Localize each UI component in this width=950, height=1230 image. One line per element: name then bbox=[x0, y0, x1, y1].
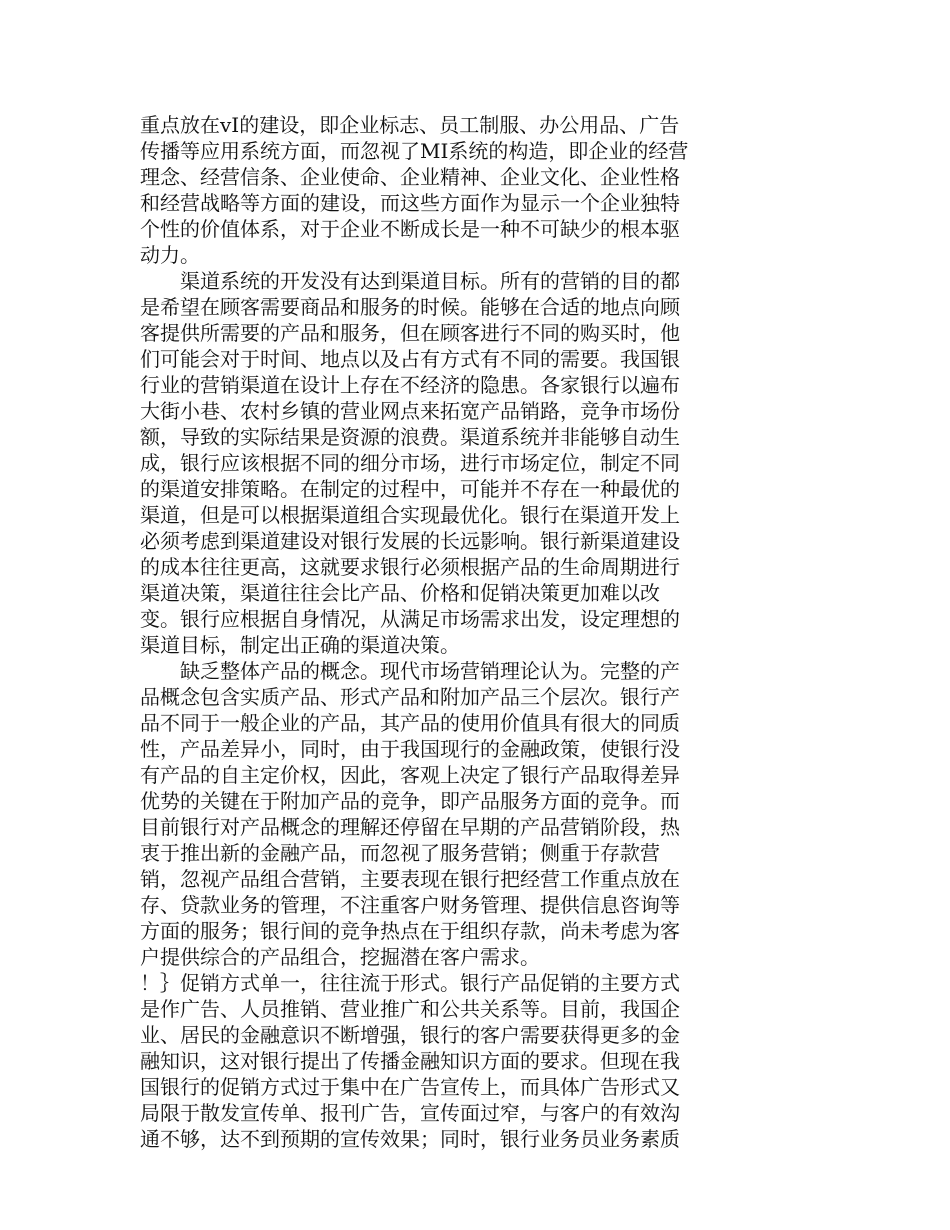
text-line: 是希望在顾客需要商品和服务的时候。能够在合适的地点向顾 bbox=[140, 295, 680, 319]
document-page bbox=[140, 112, 740, 1152]
text-line: 渠道，但是可以根据渠道组合实现最优化。银行在渠道开发上 bbox=[140, 503, 680, 527]
text-line: 融知识，这对银行提出了传播金融知识方面的要求。但现在我 bbox=[140, 1049, 680, 1073]
text-line: 的成本往往更高，这就要求银行必须根据产品的生命周期进行 bbox=[140, 555, 680, 579]
text-line: 成，银行应该根据不同的细分市场，进行市场定位，制定不同 bbox=[140, 451, 680, 475]
text-line: 缺乏整体产品的概念。现代市场营销理论认为。完整的产 bbox=[140, 659, 680, 683]
text-line: 客提供所需要的产品和服务，但在顾客进行不同的购买时，他 bbox=[140, 321, 680, 345]
text-line: 理念、经营信条、企业使命、企业精神、企业文化、企业性格 bbox=[140, 165, 680, 189]
text-line: 重点放在vI的建设，即企业标志、员工制服、办公用品、广告 bbox=[140, 113, 680, 137]
text-line: 动力。 bbox=[140, 243, 200, 267]
text-line: 通不够，达不到预期的宣传效果；同时，银行业务员业务素质 bbox=[140, 1127, 680, 1151]
text-line: 的渠道安排策略。在制定的过程中，可能并不存在一种最优的 bbox=[140, 477, 680, 501]
text-line: 方面的服务；银行间的竞争热点在于组织存款，尚未考虑为客 bbox=[140, 919, 680, 943]
text-line: 品不同于一般企业的产品，其产品的使用价值具有很大的同质 bbox=[140, 711, 680, 735]
text-line: 局限于散发宣传单、报刊广告，宣传面过窄，与客户的有效沟 bbox=[140, 1101, 680, 1125]
text-line: 目前银行对产品概念的理解还停留在早期的产品营销阶段，热 bbox=[140, 815, 680, 839]
text-line: 们可能会对于时间、地点以及占有方式有不同的需要。我国银 bbox=[140, 347, 680, 371]
text-line: 大街小巷、农村乡镇的营业网点来拓宽产品销路，竞争市场份 bbox=[140, 399, 680, 423]
text-line: 额，导致的实际结果是资源的浪费。渠道系统并非能够自动生 bbox=[140, 425, 680, 449]
text-line: 优势的关键在于附加产品的竞争，即产品服务方面的竞争。而 bbox=[140, 789, 680, 813]
text-line: 销，忽视产品组合营销，主要表现在银行把经营工作重点放在 bbox=[140, 867, 680, 891]
text-line: 必须考虑到渠道建设对银行发展的长远影响。银行新渠道建设 bbox=[140, 529, 680, 553]
text-line: 性，产品差异小，同时，由于我国现行的金融政策，使银行没 bbox=[140, 737, 680, 761]
text-line: 变。银行应根据自身情况，从满足市场需求出发，设定理想的 bbox=[140, 607, 680, 631]
text-line: 品概念包含实质产品、形式产品和附加产品三个层次。银行产 bbox=[140, 685, 680, 709]
text-line: 有产品的自主定价权，因此，客观上决定了银行产品取得差异 bbox=[140, 763, 680, 787]
text-line: 存、贷款业务的管理，不注重客户财务管理、提供信息咨询等 bbox=[140, 893, 680, 917]
text-line: ！｝促销方式单一，往往流于形式。银行产品促销的主要方式 bbox=[140, 971, 680, 995]
text-line: 行业的营销渠道在设计上存在不经济的隐患。各家银行以遍布 bbox=[140, 373, 680, 397]
text-line: 业、居民的金融意识不断增强，银行的客户需要获得更多的金 bbox=[140, 1023, 680, 1047]
text-line: 渠道系统的开发没有达到渠道目标。所有的营销的目的都 bbox=[140, 269, 680, 293]
text-line: 是作广告、人员推销、营业推广和公共关系等。目前，我国企 bbox=[140, 997, 680, 1021]
text-line: 国银行的促销方式过于集中在广告宣传上，而具体广告形式又 bbox=[140, 1075, 680, 1099]
text-line: 户提供综合的产品组合，挖掘潜在客户需求。 bbox=[140, 945, 540, 969]
text-line: 传播等应用系统方面，而忽视了MI系统的构造，即企业的经营 bbox=[140, 139, 689, 163]
text-line: 个性的价值体系，对于企业不断成长是一种不可缺少的根本驱 bbox=[140, 217, 680, 241]
text-line: 渠道目标，制定出正确的渠道决策。 bbox=[140, 633, 460, 657]
text-line: 和经营战略等方面的建设，而这些方面作为显示一个企业独特 bbox=[140, 191, 680, 215]
text-line: 渠道决策，渠道往往会比产品、价格和促销决策更加难以改 bbox=[140, 581, 660, 605]
text-line: 衷于推出新的金融产品，而忽视了服务营销；侧重于存款营 bbox=[140, 841, 660, 865]
